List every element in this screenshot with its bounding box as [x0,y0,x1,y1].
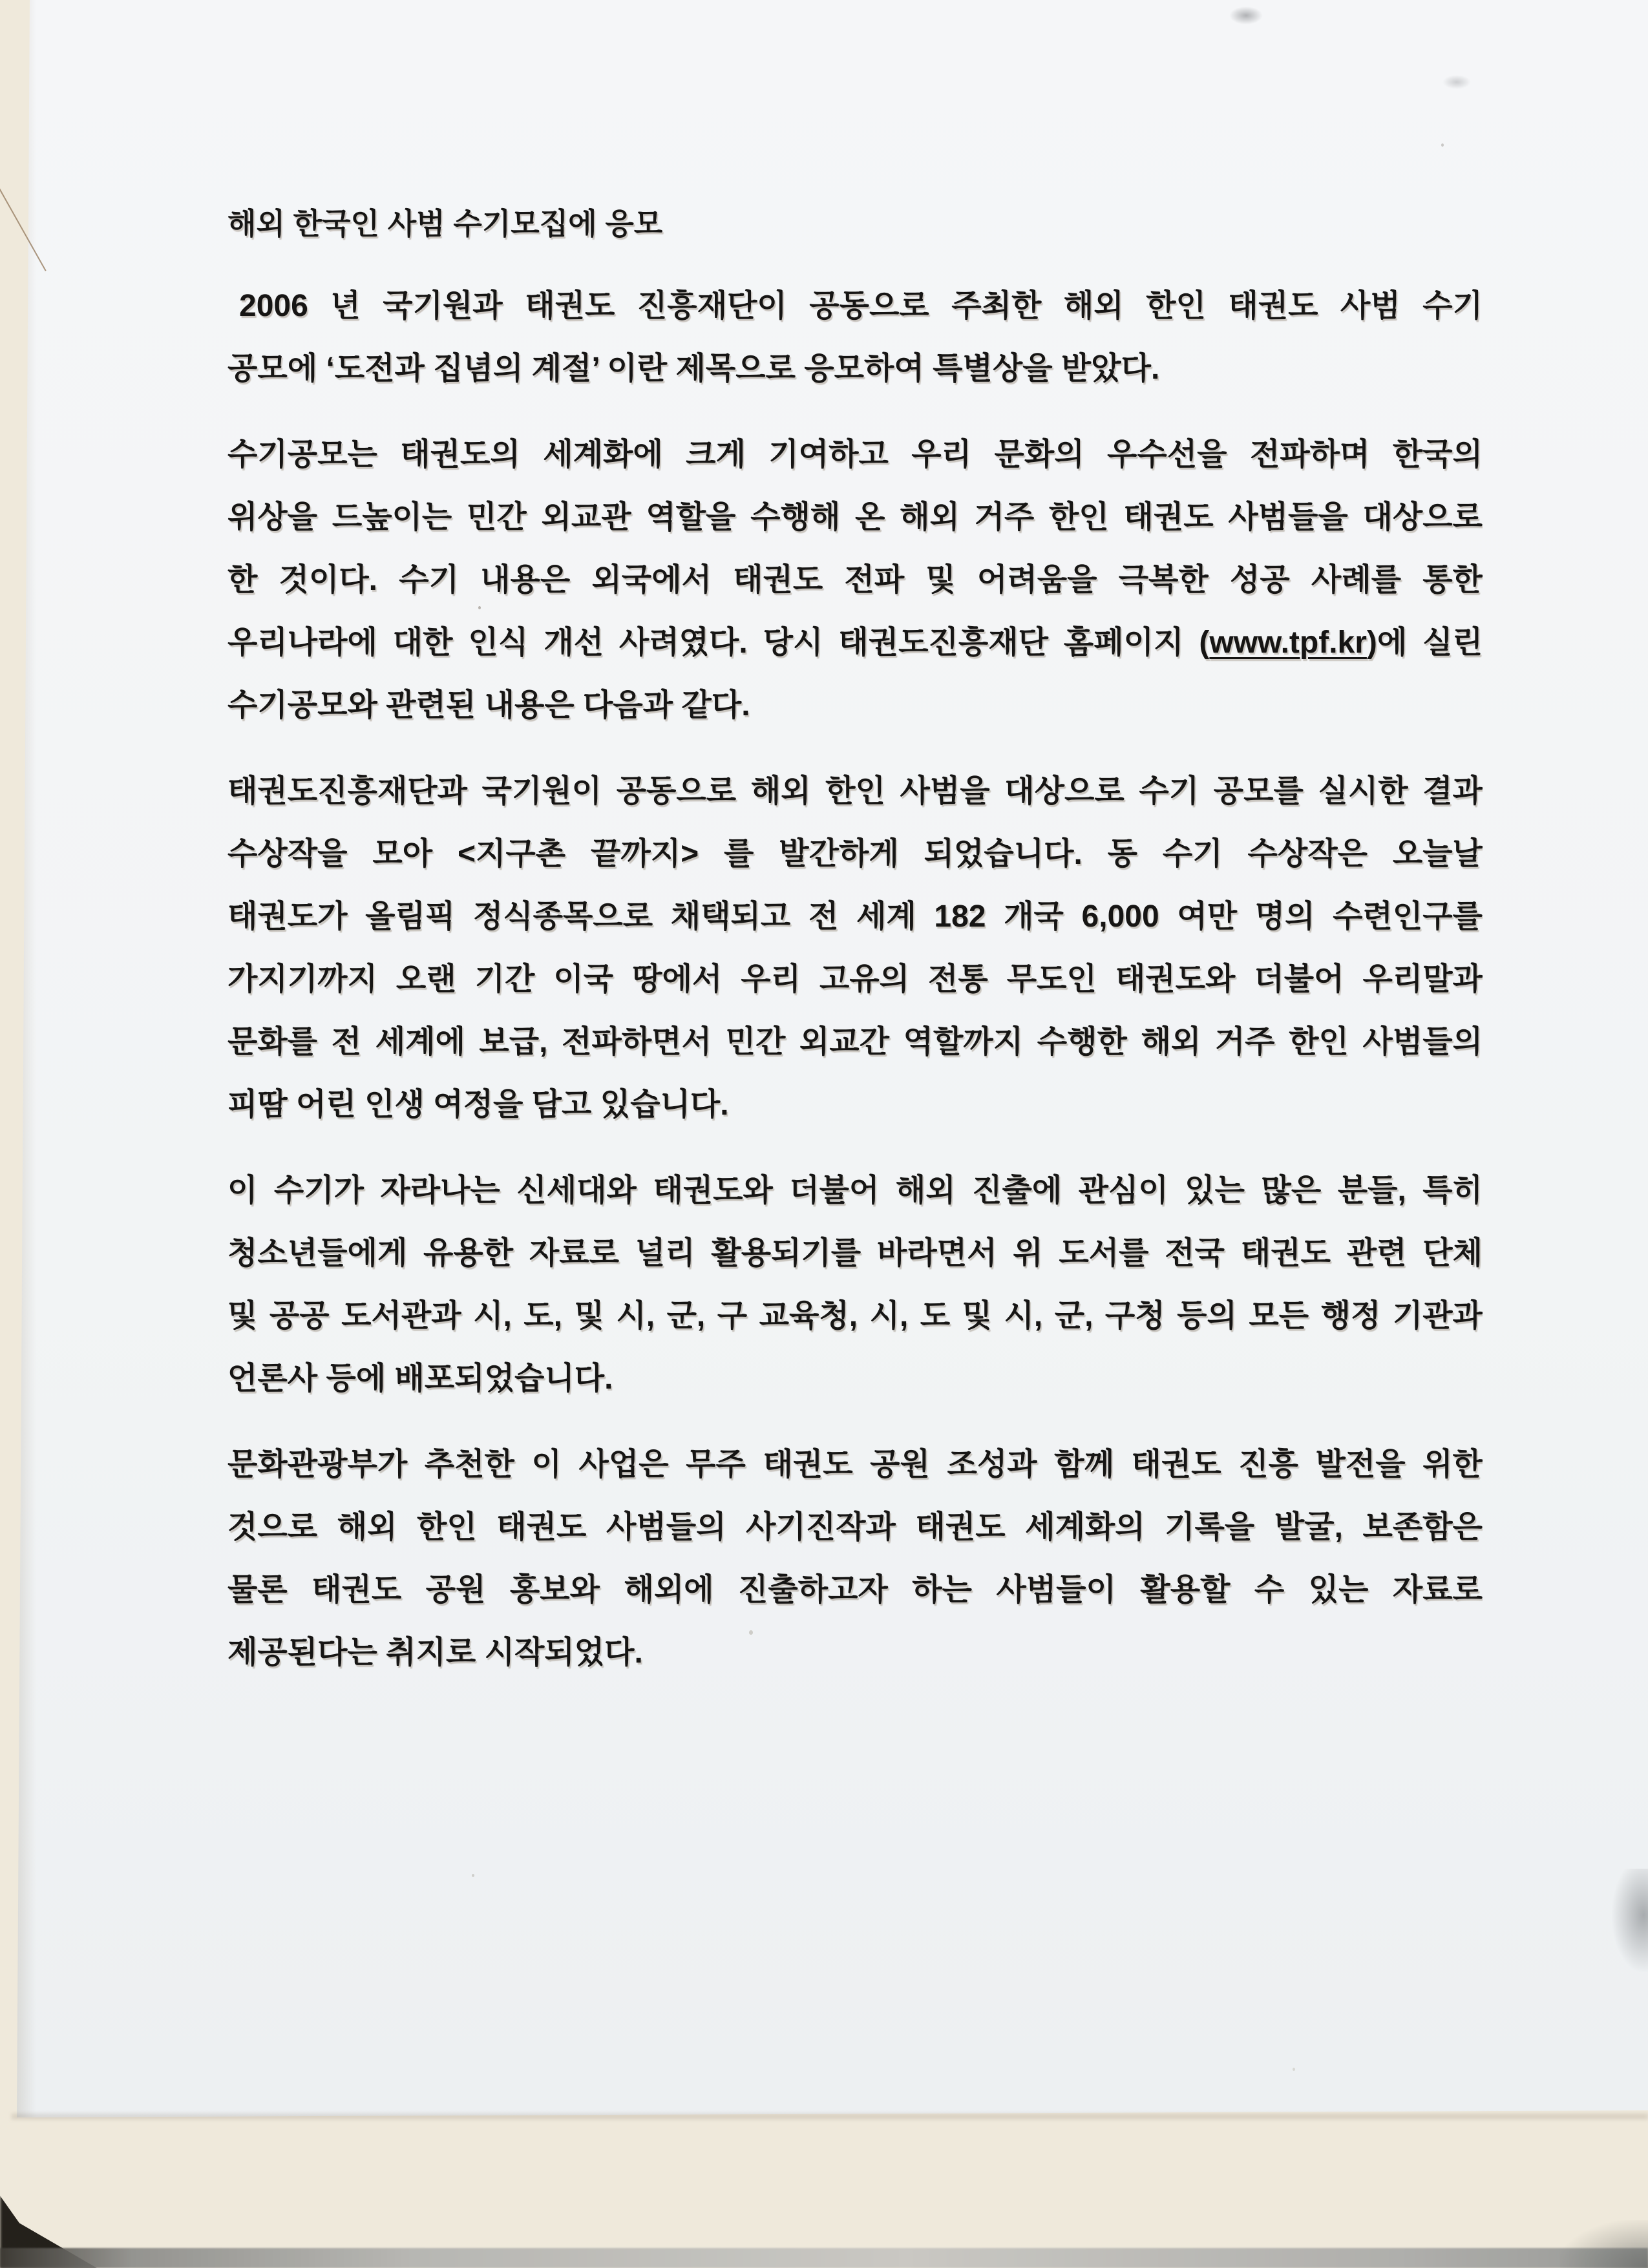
text-line: 공모에 ‘도전과 집념의 계절’ 이란 제목으로 응모하여 특별상을 받았다. [227,352,1160,386]
text-after-url: )에 실린 [1366,625,1483,660]
text-line: 2006 년 국기원과 태권도 진흥재단이 공동으로 주최한 해외 한인 태권도 사범 수기 [239,289,1483,323]
text-line-with-url [227,611,1483,674]
text-line: 제공된다는 취지로 시작되었다. [227,1635,643,1670]
paragraph-3 [227,760,1483,1136]
text-line: 한 것이다. 수기 내용은 외국에서 태권도 전파 및 어려움을 극복한 성공 사례를 통한 [227,563,1483,597]
scan-artifact-specks [478,606,481,609]
text-line: 물론 태권도 공원 홍보와 해외에 진출하고자 하는 사범들이 활용할 수 있는 자료로 [227,1573,1483,1607]
text-line: 문화관광부가 추천한 이 사업은 무주 태권도 공원 조성과 함께 태권도 진흥 발전을 위한 [227,1447,1483,1482]
text-line: 이 수기가 자라나는 신세대와 태권도와 더불어 해외 진출에 관심이 있는 많은 분들, 특히 [227,1173,1483,1208]
scan-artifact-bottom-right-shade [1560,2220,1648,2268]
scan-artifact-bottom-shadow [0,2248,1648,2268]
text-line: 태권도진흥재단과 국기원이 공동으로 해외 한인 사범을 대상으로 수기 공모를 실시한 결과 [227,774,1483,808]
page-title: 해외 한국인 사범 수기모집에 응모 [227,207,663,240]
text-line: 언론사 등에 배포되었습니다. [227,1361,613,1396]
paragraph-4 [227,1159,1483,1410]
paragraph-2 [227,423,1483,737]
paragraph-1 [227,275,1483,400]
document-text [227,193,1483,1707]
text-line: 수기공모는 태권도의 세계화에 크게 기여하고 우리 문화의 우수선을 전파하며 한국의 [227,437,1483,472]
text-line: 수상작을 모아 <지구촌 끝까지> 를 발간하게 되었습니다. 동 수기 수상작은 오늘날 [227,837,1483,871]
text-line: 것으로 해외 한인 태권도 사범들의 사기진작과 태권도 세계화의 기록을 발굴, 보존함은 [227,1510,1483,1544]
text-line: 태권도가 올림픽 정식종목으로 채택되고 전 세계 182 개국 6,000 여만 명의 수련인구를 [227,899,1483,934]
tpf-website-url: www.tpf.kr [1209,625,1367,660]
text-line: 수기공모와 관련된 내용은 다음과 같다. [227,688,750,722]
text-line: 가지기까지 오랜 기간 이국 땅에서 우리 고유의 전통 무도인 태권도와 더불어 우리말과 [227,962,1483,996]
text-line: 및 공공 도서관과 시, 도, 및 시, 군, 구 교육청, 시, 도 및 시, 군, 구청 등의 모든 행정 기관과 [227,1299,1483,1333]
paper-bottom-edge-shadow [12,2114,1648,2119]
text-before-url: 우리나라에 대한 인식 개선 사려였다. 당시 태권도진흥재단 홈페이지 ( [227,625,1210,660]
paragraph-5 [227,1433,1483,1684]
text-line: 청소년들에게 유용한 자료로 널리 활용되기를 바라면서 위 도서를 전국 태권도 관련 단체 [227,1236,1483,1270]
text-line: 피땀 어린 인생 여정을 담고 있습니다. [227,1087,729,1122]
text-line: 위상을 드높이는 민간 외교관 역할을 수행해 온 해외 거주 한인 태권도 사범들을 대상으로 [227,500,1483,534]
text-line: 문화를 전 세계에 보급, 전파하면서 민간 외교간 역할까지 수행한 해외 거주 한인 사범들의 [227,1025,1483,1059]
